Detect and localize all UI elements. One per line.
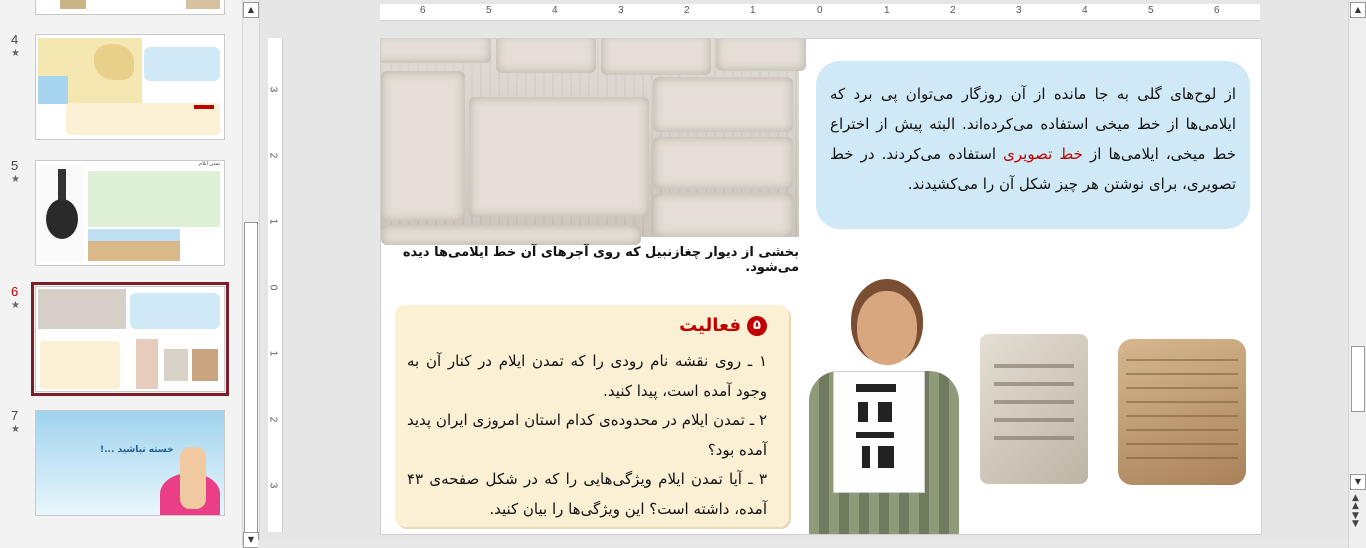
clay-tablet-image <box>978 334 1091 494</box>
thumbnail-scrollbar[interactable] <box>242 0 260 548</box>
activity-question: ۱ ـ روی نقشه نام رودی را که تمدن ایلام در کنار آن به وجود آمده است، پیدا کنید. <box>407 352 767 400</box>
horizontal-scroll-area <box>258 540 1348 548</box>
ruler-tick-label: 3 <box>267 86 279 93</box>
text-box <box>130 293 220 329</box>
triangle-up-icon[interactable]: ▲ <box>243 2 259 18</box>
thumbnail-title: تمدن ایلام <box>198 161 220 167</box>
activity-question: ۳ ـ آیا تمدن ایلام ویژگی‌هایی را که در شکل صفحه‌ی ۴۳ آمده، داشته است؟ این ویژگی‌ها را بیان کنید. <box>407 470 767 518</box>
slide-thumbnail-6[interactable] <box>35 286 225 392</box>
ruler-tick-label: 1 <box>267 350 279 357</box>
ruler-tick-label: 5 <box>486 5 492 16</box>
artifact-image <box>40 165 84 261</box>
tablet-image <box>164 349 188 381</box>
activity-box[interactable] <box>395 305 789 527</box>
ruler-tick-label: 1 <box>267 218 279 225</box>
ruler-tick-label: 2 <box>267 416 279 423</box>
slide-thumbnail-3[interactable] <box>35 0 225 15</box>
chogha-zanbil-wall-image <box>381 39 799 237</box>
ruler-tick-label: 0 <box>817 5 823 16</box>
slide-thumbnail-panel <box>0 0 242 548</box>
ruler-tick-label: 5 <box>1148 5 1154 16</box>
triangle-down-icon[interactable]: ▼ <box>243 532 259 548</box>
vertical-ruler <box>268 38 283 532</box>
ziggurat-image <box>88 229 180 261</box>
activity-box <box>40 341 120 389</box>
ruler-tick-label: 4 <box>1082 5 1088 16</box>
thumbnail-image <box>60 0 86 9</box>
double-triangle-down-icon[interactable]: ▼ ▼ <box>1352 511 1359 529</box>
ruler-tick-label: 4 <box>552 5 558 16</box>
text-box <box>88 171 220 227</box>
ruler-tick-label: 6 <box>420 5 426 16</box>
activity-questions <box>407 347 767 524</box>
thumbnail-image <box>186 0 220 9</box>
info-paragraph <box>830 79 1236 199</box>
boy-image <box>136 339 158 389</box>
clay-tablet-image <box>1112 333 1251 489</box>
ruler-tick-label: 2 <box>684 5 690 16</box>
text-box <box>144 47 220 81</box>
triangle-up-icon[interactable]: ▲ <box>1350 2 1366 18</box>
animation-star-icon: ★ <box>11 48 20 59</box>
slide-thumbnail-4[interactable] <box>35 34 225 140</box>
info-text-end: استفاده می‌کردند. در خط تصویری، برای نوشتن هر چیز شکل آن را می‌کشیدند. <box>830 145 1236 193</box>
image-caption: بخشی از دیوار چغازنبیل که روی آجرهای آن خط ایلامی‌ها دیده می‌شود. <box>402 245 799 275</box>
triangle-down-icon[interactable]: ▼ <box>1350 474 1366 490</box>
editor-scrollbar[interactable] <box>1348 0 1366 548</box>
info-highlight: خط تصویری <box>1003 145 1083 163</box>
slide-thumbnail-5[interactable] <box>35 160 225 266</box>
ruler-tick-label: 3 <box>267 482 279 489</box>
activity-heading <box>679 315 767 336</box>
activity-box <box>66 103 220 135</box>
boy-with-pictograms-image <box>801 279 969 534</box>
slide-number: 4 <box>11 32 19 47</box>
horizontal-ruler <box>380 4 1260 21</box>
activity-number-badge: ۵ <box>747 316 767 336</box>
info-text-box[interactable] <box>816 61 1250 229</box>
animation-star-icon: ★ <box>11 300 20 311</box>
ruler-tick-label: 2 <box>267 152 279 159</box>
activity-title: فعالیت <box>679 315 741 336</box>
animation-star-icon: ★ <box>11 424 20 435</box>
ruler-tick-label: 2 <box>950 5 956 16</box>
slide-number: 6 <box>11 284 19 299</box>
wall-image <box>38 289 126 329</box>
slide-canvas[interactable] <box>380 38 1262 535</box>
ruler-tick-label: 3 <box>618 5 624 16</box>
character-image <box>180 447 206 509</box>
ruler-tick-label: 3 <box>1016 5 1022 16</box>
scrollbar-thumb[interactable] <box>244 222 258 534</box>
scrollbar-thumb[interactable] <box>1351 346 1365 412</box>
map-image <box>38 38 142 104</box>
info-text: از لوح‌های گلی به جا مانده از آن روزگار می‌توان پی برد که ایلامی‌ها از خط میخی استفاده می‌کرده‌اند. البته پیش از اختراع خط میخی، ایلامی‌ها از <box>830 85 1236 163</box>
ruler-tick-label: 1 <box>750 5 756 16</box>
slide-number: 7 <box>11 408 19 423</box>
ruler-tick-label: 1 <box>884 5 890 16</box>
tablet-image <box>192 349 218 381</box>
slide-number: 5 <box>11 158 19 173</box>
double-triangle-up-icon[interactable]: ▲ ▲ <box>1352 493 1359 511</box>
thumbnail-title: خسته نباشید ...! <box>100 445 174 455</box>
ruler-tick-label: 0 <box>267 284 279 291</box>
slide-thumbnail-7[interactable] <box>35 410 225 516</box>
ruler-tick-label: 6 <box>1214 5 1220 16</box>
pictogram-paper <box>833 371 925 493</box>
activity-question: ۲ ـ تمدن ایلام در محدوده‌ی کدام استان امروزی ایران پدید آمده بود؟ <box>407 411 767 459</box>
animation-star-icon: ★ <box>11 174 20 185</box>
